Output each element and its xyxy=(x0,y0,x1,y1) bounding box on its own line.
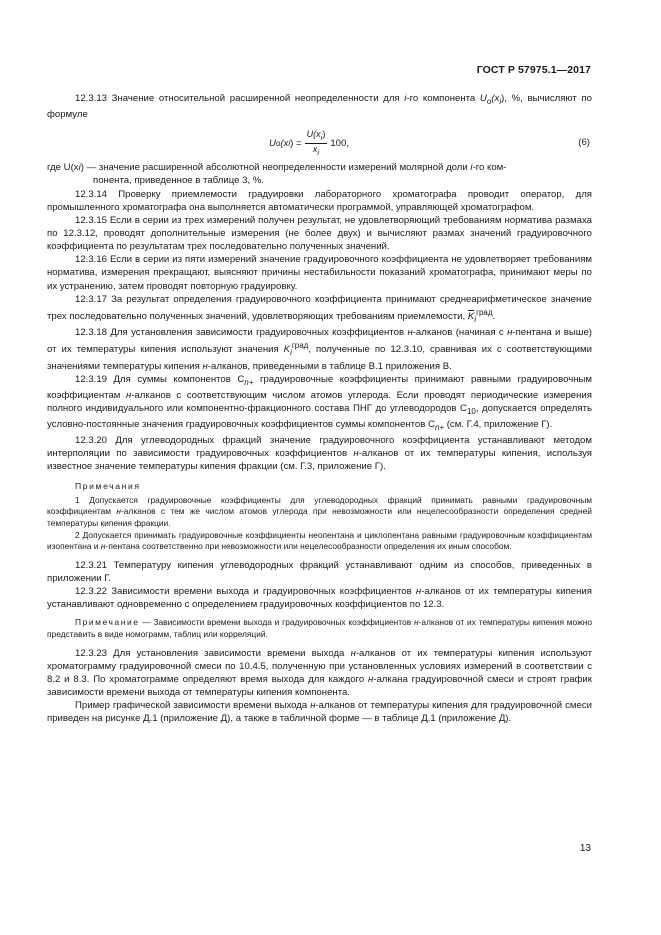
paragraph-12-3-14: 12.3.14 Проверку приемлемости градуировки лабораторного хроматографа проводит оператор, для промышленного хроматографа она выполняется автоматически программой, управляющей хроматографом. xyxy=(47,188,592,213)
note-single: Примечание — Зависимости времени выхода и градуировочных коэффициентов н-алканов от их температуры кипения можно представить в виде номограмм, таблиц или корреляций. xyxy=(47,617,592,639)
page-body xyxy=(47,92,592,725)
paragraph-12-3-20: 12.3.20 Для углеводородных фракций значение градуировочного коэффициента устанавливают методом интерполяции по зависимости градуировочных коэффициентов н-алканов от их температуры кипения, используя известное значение температуры кипения фракции (см. Г.3, приложение Г). xyxy=(47,435,592,473)
note-2: 2 Допускается принимать градуировочные коэффициенты неопентана и циклопентана равными градуировочным коэффициентам изопентана и н-пентана соответственно при невозможности или нецелесообразности определения их иным способом. xyxy=(47,529,592,552)
paragraph-example: Пример графической зависимости времени выхода н-алканов от температуры кипения для градуировочной смеси приведен на рисунке Д.1 (приложение Д), а также в табличной форме — в таблице Д.1 (приложение Д). xyxy=(47,700,592,725)
page-number: 13 xyxy=(579,843,591,854)
paragraph-12-3-16: 12.3.16 Если в серии из пяти измерений значение градуировочного коэффициента не удовлетворяет требованиям норматива, измерения прекращают, выясняют причины нестабильности показаний хроматографа, принимают меры по их устранению, затем проводят повторную градуировку. xyxy=(47,254,592,292)
notes-heading: Примечания xyxy=(75,480,141,491)
paragraph-12-3-22: 12.3.22 Зависимости времени выхода и градуировочных коэффициентов н-алканов от их температуры кипения устанавливают одновременно с определением градуировочных коэффициентов по 12.3. xyxy=(47,586,592,611)
paragraph-12-3-21: 12.3.21 Температуру кипения углеводородных фракций устанавливают одним из способов, приведенных в приложении Г. xyxy=(47,559,592,584)
paragraph-12-3-18: 12.3.18 Для установления зависимости градуировочных коэффициентов н-алканов (начиная с н-пентана и выше) от их температуры кипения используют значения $K_i^{град}$, полученные по 12.3.10, сравнивая их с соответствующими значениями температуры кипения н-алканов, приведенными в таблице В.1 приложения В. xyxy=(47,327,593,372)
formula-number: (6) xyxy=(578,137,590,149)
note-1: 1 Допускается градуировочные коэффициенты для углеводородных фракций принимать равными градуировочным коэффициентам н-алканов с тем же числом атомов углерода при невозможности или нецелесообразности определения средней температуры кипения фракции. xyxy=(47,494,592,528)
paragraph-12-3-19: 12.3.19 Для суммы компонентов $С_{n+}$ градуировочные коэффициенты принимают равными градуировочным коэффициентам н-алканов с соответствующим числом атомов углерода. Если проводят периодические измерения полного индивидуального или компонентно-фракционного состава ПНГ до углеводородов $С_{10}$, допускается определять условно-постоянные значения градуировочных коэффициентов суммы компонентов $С_{n+}$ (см. Г.4, приложение Г). xyxy=(47,373,592,432)
document-header: ГОСТ Р 57975.1—2017 xyxy=(476,64,591,76)
paragraph-12-3-15: 12.3.15 Если в серии из трех измерений получен результат, не удовлетворяющий требованиям норматива размаха по 12.3.12, проводят дополнительные измерения (не более двух) и вычисляют размах значений градуировочного коэффициента по результатам трех последовательно полученных значений. xyxy=(47,214,592,253)
formula-explanation: где U(xi) — значение расширенной абсолютной неопределенности измерений молярной доли i-го ком- понента, приведенное в таблице 3, %. xyxy=(47,162,507,187)
formula-6: U о (x i ) = $\frac{U(x_i)}{x_i}$ 100, (6) xyxy=(269,129,590,157)
paragraph-12-3-23: 12.3.23 Для установления зависимости времени выхода н-алканов от их температуры кипения используют хроматограмму градуировочной смеси по 10.4.5, полученную при установленных условиях измерений в соответствии с 8.2 и 8.3. По хроматограмме определяют время выхода для каждого н-алкана градуировочной смеси и строят график зависимости времени выхода от температуры кипения компонента. xyxy=(47,647,592,698)
formula-fraction: $\frac{U(x_i)}{x_i}$ xyxy=(306,129,326,157)
paragraph-12-3-17: 12.3.17 За результат определения градуировочного коэффициента принимают среднеарифметическое значение трех последовательно полученных значений, удовлетворяющих требованиям приемлемости, $\overline{K}_i^{град}$. xyxy=(47,293,592,325)
paragraph-12-3-13: 12.3.13 Значение относительной расширенной неопределенности для i-го компонента $U_о(x_i)$, %, вычисляют по формуле xyxy=(47,93,592,121)
